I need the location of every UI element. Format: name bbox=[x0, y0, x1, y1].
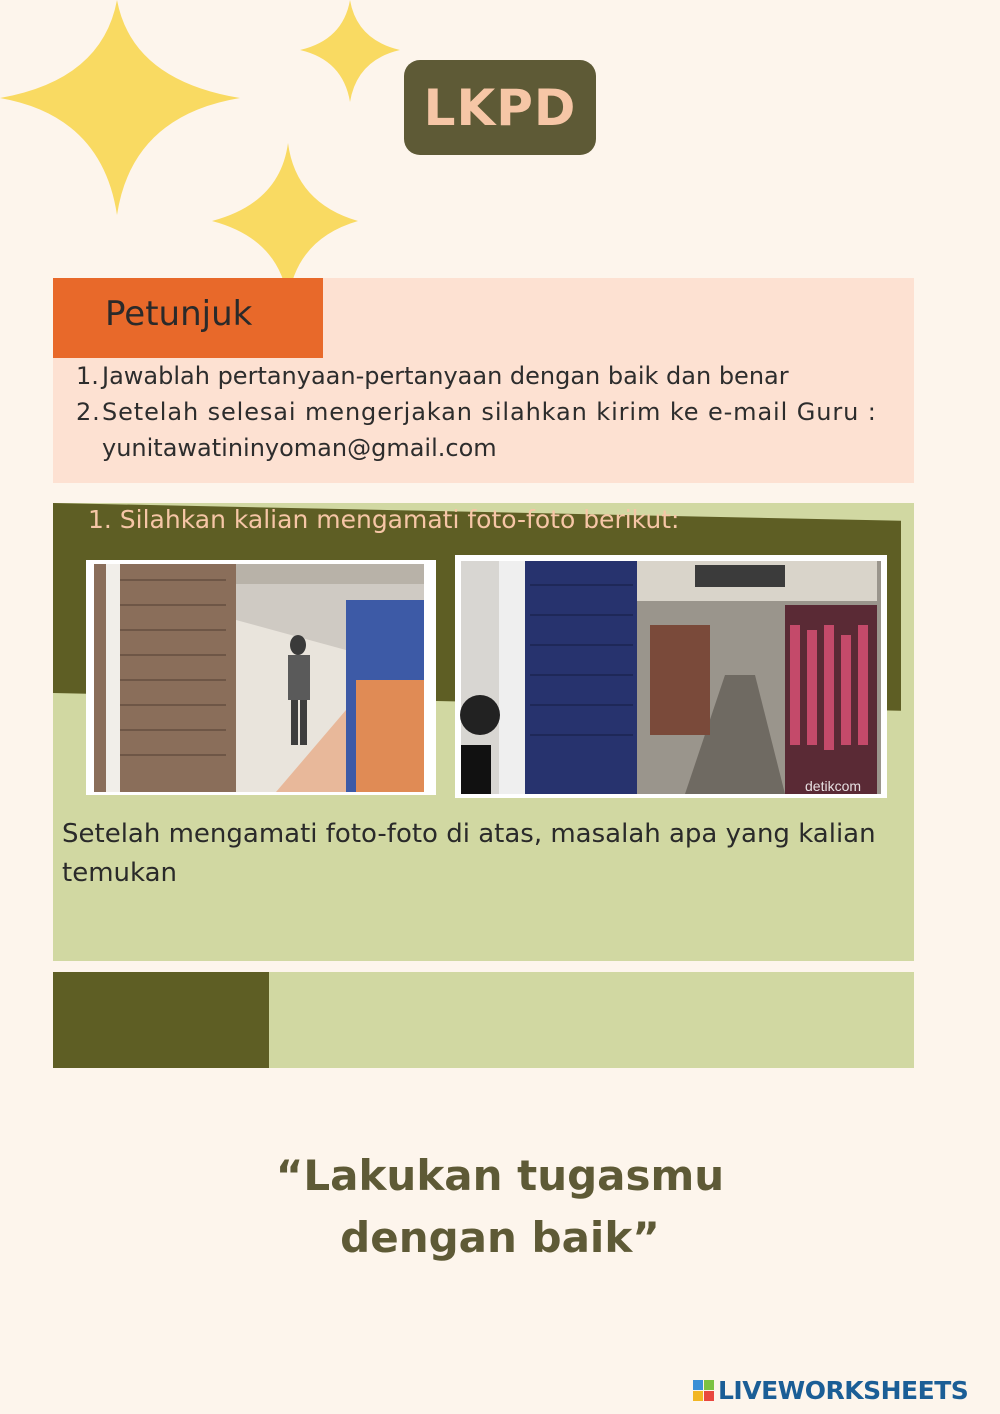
quote-line-1: “Lakukan tugasmu bbox=[275, 1151, 725, 1200]
observation-prompt: Setelah mengamati foto-foto di atas, masalah apa yang kalian temukan bbox=[62, 819, 876, 888]
market-photo-2 bbox=[455, 555, 887, 798]
item-text: Jawablah pertanyaan-pertanyaan dengan baik dan benar bbox=[102, 362, 789, 390]
petunjuk-item bbox=[72, 358, 902, 394]
quote-line-2: dengan baik” bbox=[340, 1213, 660, 1262]
petunjuk-tab bbox=[53, 278, 323, 358]
page-title: LKPD bbox=[423, 78, 577, 137]
teacher-email: yunitawatininyoman@gmail.com bbox=[102, 434, 497, 462]
liveworksheets-logo-icon bbox=[693, 1380, 714, 1401]
motivational-quote bbox=[200, 1145, 800, 1269]
small-star-icon bbox=[300, 0, 400, 105]
item-number: 1. bbox=[76, 362, 99, 390]
photo-watermark: detikcom bbox=[805, 778, 862, 794]
petunjuk-list bbox=[72, 358, 902, 466]
observation-question: 1. Silahkan kalian mengamati foto-foto berikut: bbox=[88, 505, 680, 534]
liveworksheets-logo[interactable] bbox=[693, 1376, 968, 1404]
item-number: 2. bbox=[76, 398, 101, 426]
answer-label-block bbox=[53, 972, 269, 1068]
market-photo-1 bbox=[86, 560, 436, 795]
item-text: Setelah selesai mengerjakan silahkan kirim ke e-mail Guru : bbox=[102, 398, 877, 426]
petunjuk-item bbox=[72, 394, 902, 466]
footer-brand: LIVEWORKSHEETS bbox=[718, 1375, 969, 1405]
title-badge bbox=[404, 60, 596, 155]
large-star-icon bbox=[0, 0, 245, 220]
petunjuk-heading: Petunjuk bbox=[105, 294, 253, 334]
